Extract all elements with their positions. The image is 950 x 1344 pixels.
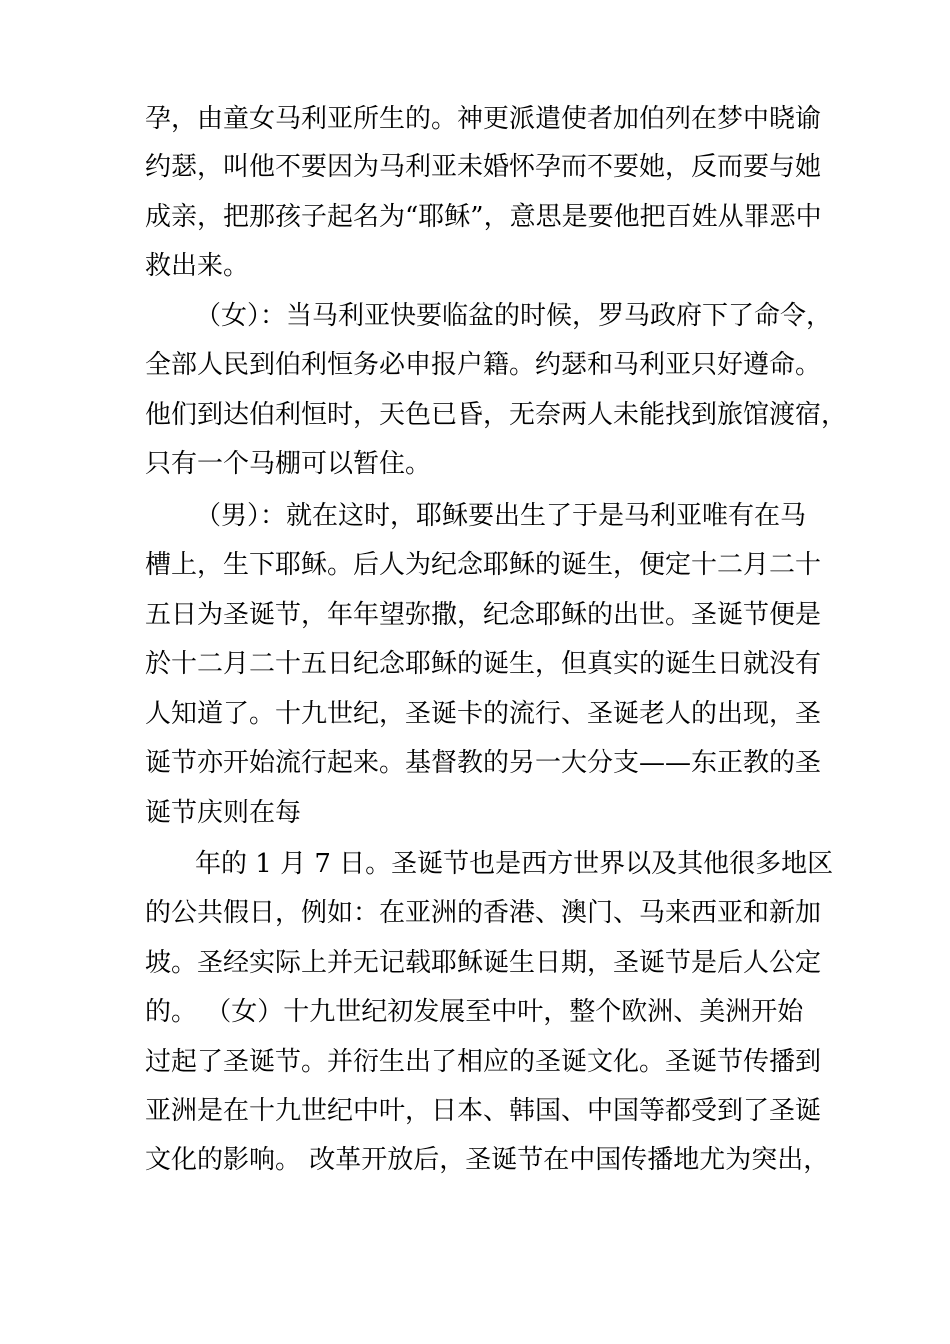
text-line: 孕，由童女马利亚所生的。神更派遣使者加伯列在梦中晓谕 xyxy=(145,104,822,134)
text-line: 於十二月二十五日纪念耶稣的诞生，但真实的诞生日就没有 xyxy=(145,649,822,679)
text-line: 文化的影响。 改革开放后，圣诞节在中国传播地尤为突出， xyxy=(145,1145,830,1175)
text-line: （男）：就在这时，耶稣要出生了于是马利亚唯有在马 xyxy=(195,501,807,531)
text-line: 年的 1 月 7 日。圣诞节也是西方世界以及其他很多地区 xyxy=(195,849,834,879)
text-line: 坡。圣经实际上并无记载耶稣诞生日期，圣诞节是后人公定 xyxy=(145,948,822,978)
text-line: 只有一个马棚可以暂住。 xyxy=(145,449,432,479)
text-line: 人知道了。十九世纪，圣诞卡的流行、圣诞老人的出现，圣 xyxy=(145,699,822,729)
text-line: 的公共假日，例如：在亚洲的香港、澳门、马来西亚和新加 xyxy=(145,898,822,928)
text-line: 过起了圣诞节。并衍生出了相应的圣诞文化。圣诞节传播到 xyxy=(145,1047,822,1077)
text-line: 诞节庆则在每 xyxy=(145,798,302,828)
text-line: 诞节亦开始流行起来。基督教的另一大分支——东正教的圣 xyxy=(145,748,822,778)
text-line: （女）：当马利亚快要临盆的时候，罗马政府下了命令， xyxy=(195,301,833,331)
text-line: 槽上，生下耶稣。后人为纪念耶稣的诞生，便定十二月二十 xyxy=(145,550,822,580)
text-line: 约瑟，叫他不要因为马利亚未婚怀孕而不要她，反而要与她 xyxy=(145,152,822,182)
text-line: 成亲，把那孩子起名为“耶稣”，意思是要他把百姓从罪恶中 xyxy=(145,202,822,232)
text-line: 救出来。 xyxy=(145,251,250,281)
text-line: 亚洲是在十九世纪中叶，日本、韩国、中国等都受到了圣诞 xyxy=(145,1096,822,1126)
text-line: 全部人民到伯利恒务必申报户籍。约瑟和马利亚只好遵命。 xyxy=(145,350,822,380)
text-line: 他们到达伯利恒时，天色已昏，无奈两人未能找到旅馆渡宿， xyxy=(145,400,848,430)
text-line: 的。 （女）十九世纪初发展至中叶，整个欧洲、美洲开始 xyxy=(145,997,804,1027)
text-line: 五日为圣诞节，年年望弥撒，纪念耶稣的出世。圣诞节便是 xyxy=(145,600,822,630)
